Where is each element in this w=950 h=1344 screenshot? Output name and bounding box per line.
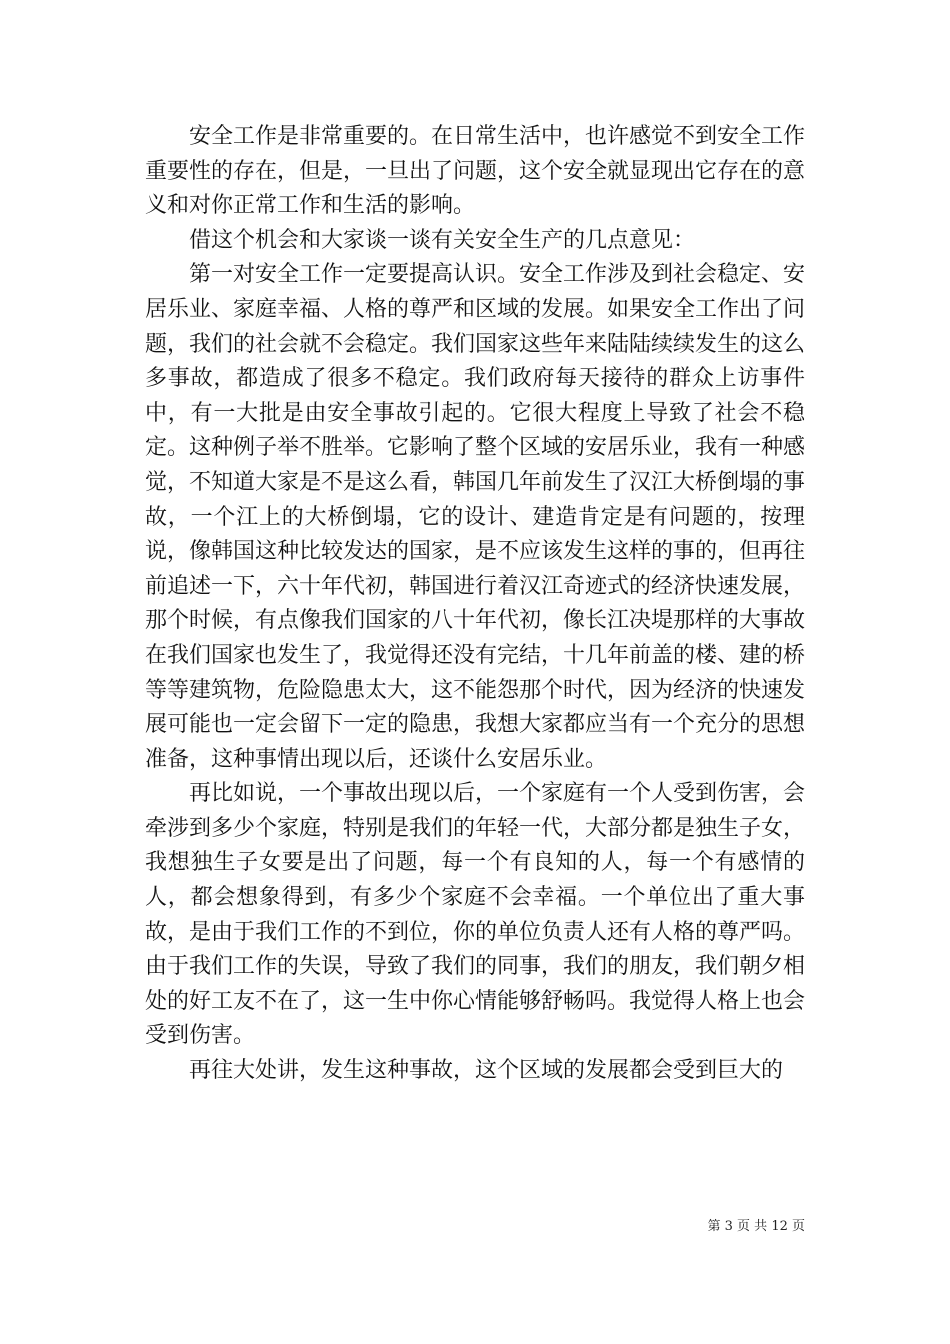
page-number: 第 3 页 共 12 页 [707, 1219, 805, 1234]
paragraph-2: 借这个机会和大家谈一谈有关安全生产的几点意见： [189, 227, 696, 253]
paragraph-3: 第一对安全工作一定要提高认识。安全工作涉及到社会稳定、安居乐业、家庭幸福、人格的尊严和区域的发展。如果安全工作出了问题，我们的社会就不会稳定。我们国家这些年来陆陆续续发生的这么多事故，都造成了很多不稳定。我们政府每天接待的群众上访事件中，有一大批是由安全事故引起的。它很大程度上导致了社会不稳定。这种例子举不胜举。它影响了整个区域的安居乐业，我有一种感觉，不知道大家是不是这么看，韩国几年前发生了汉江大桥倒塌的事故，一个江上的大桥倒塌，它的设计、建造肯定是有问题的，按理说，像韩国这种比较发达的国家，是不应该发生这样的事的，但再往前追述一下，六十年代初，韩国进行着汉江奇迹式的经济快速发展，那个时候，有点像我们国家的八十年代初，像长江决堤那样的大事故在我们国家也发生了，我觉得还没有完结，十几年前盖的楼、建的桥等等建筑物，危险隐患太大，这不能怨那个时代，因为经济的快速发展可能也一定会留下一定的隐患，我想大家都应当有一个充分的思想准备，这种事情出现以后，还谈什么安居乐业。 [145, 262, 806, 772]
document-body [145, 120, 805, 1089]
paragraph-1: 安全工作是非常重要的。在日常生活中，也许感觉不到安全工作重要性的存在，但是，一旦出了问题，这个安全就显现出它存在的意义和对你正常工作和生活的影响。 [145, 124, 806, 219]
paragraph-5: 再往大处讲，发生这种事故，这个区域的发展都会受到巨大的 [189, 1058, 784, 1084]
paragraph-4: 再比如说，一个事故出现以后，一个家庭有一个人受到伤害，会牵涉到多少个家庭，特别是我们的年轻一代，大部分都是独生子女，我想独生子女要是出了问题，每一个有良知的人，每一个有感情的人，都会想象得到，有多少个家庭不会幸福。一个单位出了重大事故，是由于我们工作的不到位，你的单位负责人还有人格的尊严吗。由于我们工作的失误，导致了我们的同事，我们的朋友，我们朝夕相处的好工友不在了，这一生中你心情能够舒畅吗。我觉得人格上也会受到伤害。 [145, 781, 806, 1049]
